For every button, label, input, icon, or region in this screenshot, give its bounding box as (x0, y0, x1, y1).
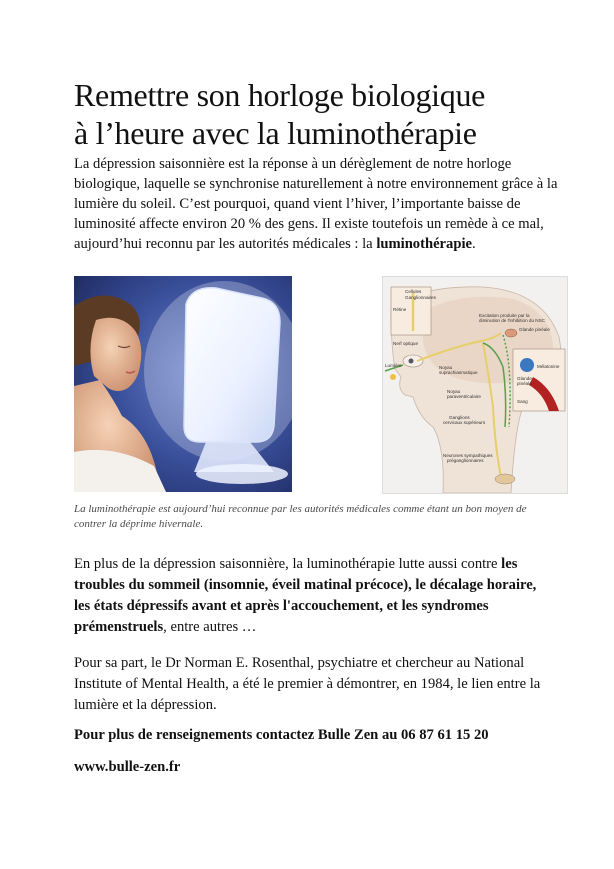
intro-paragraph (74, 154, 574, 254)
label-melatonine: Mélatonine (537, 364, 560, 369)
label-noyau-1: Noyau (439, 365, 453, 370)
label-excitation-1: Excitation produite par la (479, 313, 530, 318)
label-ganglionnaires: Ganglionnaires (405, 295, 436, 300)
label-retine: Rétine (393, 307, 407, 312)
label-paraventriculaire: paraventriculaire (447, 394, 481, 399)
label-nerf-optique: Nerf optique (393, 341, 419, 346)
label-glande-2: Glande (517, 376, 532, 381)
label-cellules: Cellules (405, 289, 422, 294)
rosenthal-paragraph: Pour sa part, le Dr Norman E. Rosenthal, psychiatre et chercheur au National Institute of Mental Health, a été le premier à démontrer, en 1984, le lien entre la lumière et la dépression. (74, 655, 541, 713)
image-caption: La luminothérapie est aujourd’hui reconnue par les autorités médicales comme étant un bon moyen de contrer la déprime hivernale. (74, 503, 527, 530)
label-neurones-1: Neurones sympathiques (443, 453, 493, 458)
label-ganglions-2: cervicaux supérieurs (443, 420, 486, 425)
intro-text: La dépression saisonnière est la réponse à un dérèglement de notre horloge biologique, laquelle se synchronise naturellement à notre environnement grâce à la lumière du soleil. C’est pourquoi, quand vient l’hiver, l’importante baisse de luminosité affecte environ 20 % des gens. Il existe toutefois un remède à ce mal, aujourd’hui reconnu par les autorités médicales : la (74, 156, 558, 252)
title-line-1: Remettre son horloge biologique (74, 77, 486, 113)
benefits-bold: les troubles du sommeil (insomnie, éveil matinal précoce), le décalage horaire, les états dépressifs avant et après l'accouchement, et les syndromes prémenstruels (74, 556, 537, 635)
label-ganglions-1: Ganglions (449, 415, 470, 420)
label-pineale-2: pinéale (517, 381, 532, 386)
intro-end: . (471, 236, 476, 252)
intro-bold: luminothérapie (376, 236, 472, 252)
label-sang: Sang (517, 399, 528, 404)
label-excitation-2: diminution de l'inhibition du NSC (479, 318, 545, 323)
benefits-end: , entre autres … (163, 619, 257, 635)
article-title (74, 76, 574, 152)
title-line-2: à l’heure avec la luminothérapie (74, 115, 477, 151)
label-suprachiasmatique: suprachiasmatique (439, 370, 478, 375)
lamp-photo-illustration (74, 276, 292, 492)
label-neurones-2: préganglionnaires (447, 458, 484, 463)
pathway-diagram (382, 276, 568, 494)
label-noyau-2: Noyau (447, 389, 461, 394)
pathway-diagram-illustration (383, 277, 567, 493)
label-glande-pineale: Glande pinéale (519, 327, 550, 332)
benefits-paragraph (74, 554, 554, 638)
website-link[interactable]: www.bulle-zen.fr (74, 759, 181, 775)
label-lumiere: Lumière (385, 363, 402, 368)
benefits-start: En plus de la dépression saisonnière, la luminothérapie lutte aussi contre (74, 556, 502, 572)
contact-line: Pour plus de renseignements contactez Bulle Zen au 06 87 61 15 20 (74, 727, 489, 743)
lamp-photo (74, 276, 292, 492)
